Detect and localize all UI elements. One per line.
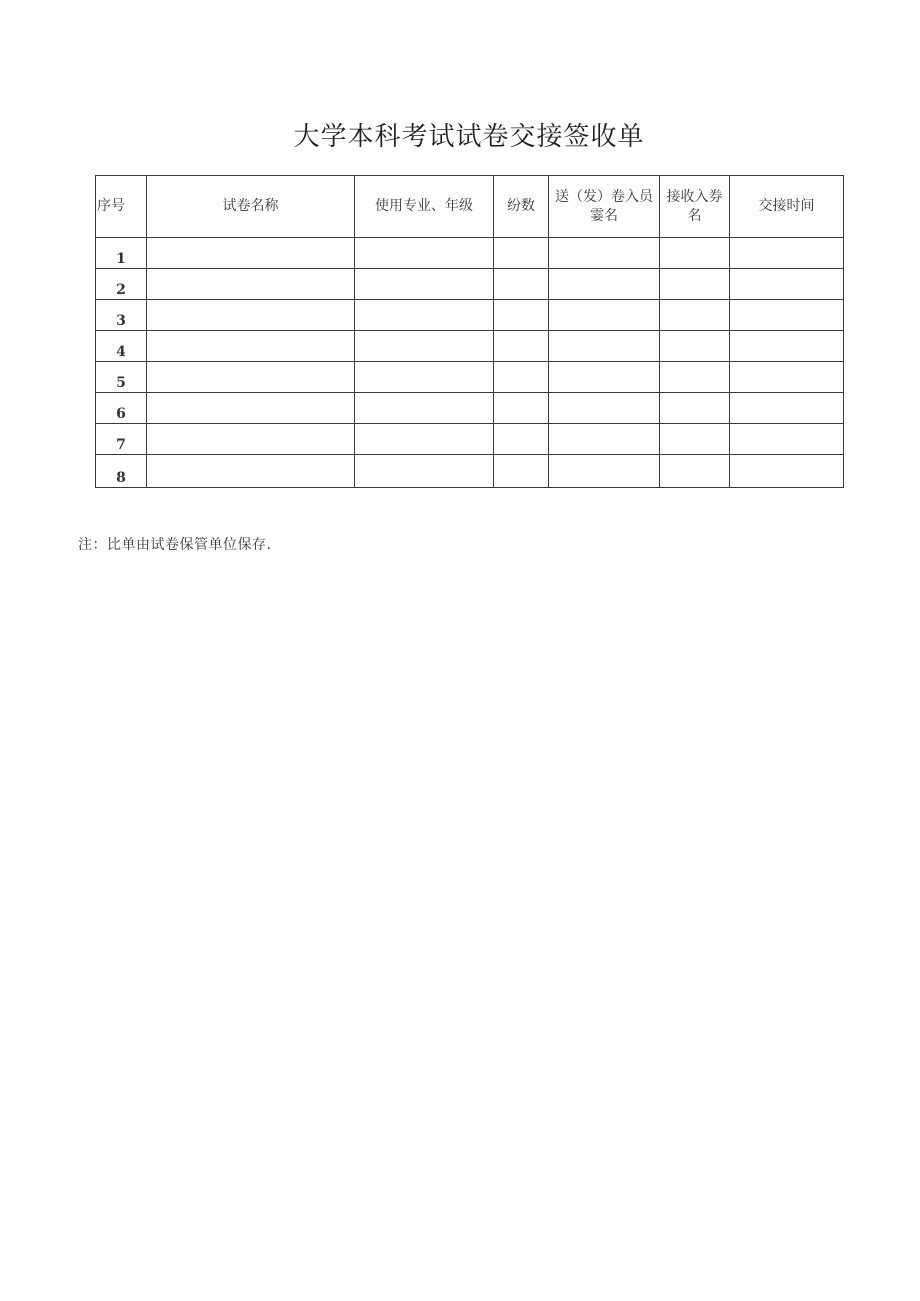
sender-signature-cell[interactable] (549, 455, 660, 488)
header-row (96, 176, 844, 238)
table-row (96, 393, 844, 424)
footnote: 注：比单由试卷保管单位保存. (78, 537, 272, 553)
row-number: 2 (96, 269, 147, 300)
copies-cell[interactable] (494, 393, 549, 424)
copies-cell[interactable] (494, 424, 549, 455)
header-receiver-signature: 接收入券名 (660, 176, 730, 238)
handover-time-cell[interactable] (730, 362, 844, 393)
receiver-signature-cell[interactable] (660, 393, 730, 424)
copies-cell[interactable] (494, 238, 549, 269)
major-grade-cell[interactable] (355, 331, 494, 362)
paper-name-cell[interactable] (147, 424, 355, 455)
sender-signature-cell[interactable] (549, 331, 660, 362)
sender-signature-cell[interactable] (549, 269, 660, 300)
handover-time-cell[interactable] (730, 331, 844, 362)
handover-time-cell[interactable] (730, 393, 844, 424)
handover-time-cell[interactable] (730, 455, 844, 488)
major-grade-cell[interactable] (355, 269, 494, 300)
row-number: 4 (96, 331, 147, 362)
handover-time-cell[interactable] (730, 238, 844, 269)
copies-cell[interactable] (494, 362, 549, 393)
header-paper-name: 试卷名称 (147, 176, 355, 238)
copies-cell[interactable] (494, 269, 549, 300)
row-number: 8 (96, 455, 147, 488)
copies-cell[interactable] (494, 331, 549, 362)
receiver-signature-cell[interactable] (660, 455, 730, 488)
receiver-signature-cell[interactable] (660, 331, 730, 362)
receiver-signature-cell[interactable] (660, 362, 730, 393)
copies-cell[interactable] (494, 300, 549, 331)
row-number: 7 (96, 424, 147, 455)
table-row (96, 455, 844, 488)
paper-name-cell[interactable] (147, 331, 355, 362)
major-grade-cell[interactable] (355, 362, 494, 393)
receiver-signature-cell[interactable] (660, 269, 730, 300)
row-number: 1 (96, 238, 147, 269)
paper-name-cell[interactable] (147, 455, 355, 488)
header-sender-signature: 送（发）卷入员霎名 (549, 176, 660, 238)
table-row (96, 300, 844, 331)
row-number: 6 (96, 393, 147, 424)
major-grade-cell[interactable] (355, 393, 494, 424)
major-grade-cell[interactable] (355, 300, 494, 331)
receiver-signature-cell[interactable] (660, 424, 730, 455)
handover-time-cell[interactable] (730, 300, 844, 331)
header-handover-time: 交接时间 (730, 176, 844, 238)
header-seq: 序号 (96, 176, 147, 238)
major-grade-cell[interactable] (355, 238, 494, 269)
row-number: 5 (96, 362, 147, 393)
handover-time-cell[interactable] (730, 424, 844, 455)
form-title: 大学本科考试试卷交接签收单 (293, 122, 645, 152)
sender-signature-cell[interactable] (549, 393, 660, 424)
receiver-signature-cell[interactable] (660, 300, 730, 331)
copies-cell[interactable] (494, 455, 549, 488)
major-grade-cell[interactable] (355, 424, 494, 455)
header-major-grade: 使用专业、年级 (355, 176, 494, 238)
handover-time-cell[interactable] (730, 269, 844, 300)
table-row (96, 362, 844, 393)
paper-name-cell[interactable] (147, 362, 355, 393)
table-row (96, 238, 844, 269)
table-row (96, 331, 844, 362)
sender-signature-cell[interactable] (549, 300, 660, 331)
sender-signature-cell[interactable] (549, 362, 660, 393)
paper-name-cell[interactable] (147, 393, 355, 424)
sender-signature-cell[interactable] (549, 238, 660, 269)
header-copies: 纷数 (494, 176, 549, 238)
sender-signature-cell[interactable] (549, 424, 660, 455)
handover-table (95, 175, 844, 488)
row-number: 3 (96, 300, 147, 331)
major-grade-cell[interactable] (355, 455, 494, 488)
paper-name-cell[interactable] (147, 300, 355, 331)
table-row (96, 424, 844, 455)
paper-name-cell[interactable] (147, 238, 355, 269)
receiver-signature-cell[interactable] (660, 238, 730, 269)
table-row (96, 269, 844, 300)
paper-name-cell[interactable] (147, 269, 355, 300)
